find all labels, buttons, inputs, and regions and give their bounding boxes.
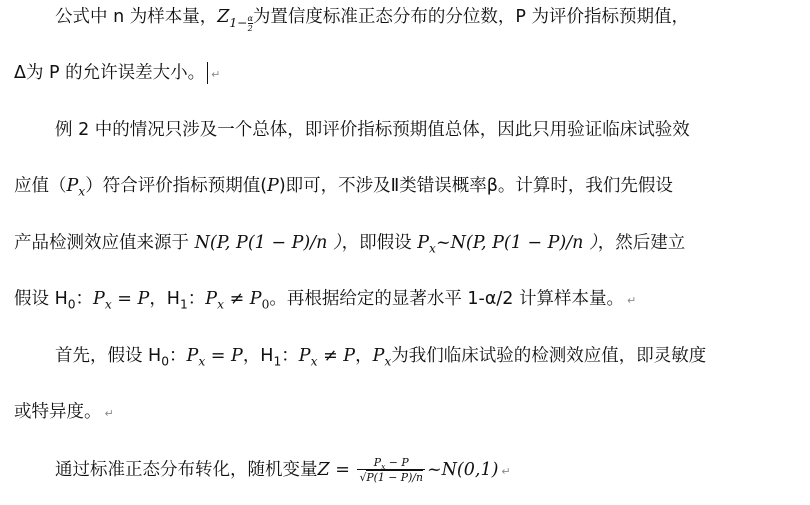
paragraph-2-line-2 (14, 171, 673, 201)
two: 2 (247, 22, 253, 33)
text-run: ： (169, 346, 187, 366)
text-run: ： (75, 289, 94, 309)
text-run: ： (187, 289, 206, 309)
text-run: 首先，假设 H (55, 346, 162, 366)
text-cursor (207, 62, 208, 84)
neq-p: ≠ P (223, 289, 262, 309)
paragraph-mark-icon: ↵ (501, 465, 511, 478)
text-run: ，H (242, 346, 274, 366)
text-run: )即可，不涉及Ⅱ类错误概率β。计算时，我们先假设 (278, 176, 673, 196)
text-run: 或特异度。 (14, 402, 102, 422)
text-run: 产品检测效应值来源于 (14, 233, 195, 253)
standardization-fraction (357, 456, 425, 484)
px-symbol (298, 346, 356, 369)
px-symbol (66, 176, 86, 199)
z-variable: Z = (317, 460, 356, 480)
text-run: 为我们临床试验的检测效应值，即灵敏度 (391, 346, 707, 366)
z-sub: 1− (229, 15, 248, 30)
x-sub: x (198, 354, 206, 369)
px-symbol (417, 233, 436, 256)
paragraph-2-line-4 (14, 284, 636, 314)
px-symbol (186, 346, 243, 369)
text-run: ）符合评价指标预期值( (85, 176, 268, 196)
eq-p: = P (111, 289, 150, 309)
paragraph-1-line-1 (55, 2, 689, 32)
paragraph-2-line-3 (14, 228, 685, 258)
x-sub: x (429, 241, 436, 256)
p-letter: P (205, 289, 218, 309)
numerator-rest: − P (385, 456, 409, 469)
p-letter: P (186, 346, 199, 366)
distribution: N(P, P(1 − P)/n ） (194, 233, 342, 253)
x-sub: x (78, 184, 86, 199)
alpha: α (247, 13, 253, 24)
p-letter: P (93, 289, 105, 309)
text-run: 例 2 中的情况只涉及一个总体，即评价指标预期值总体，因此只用验证临床试验效 (55, 120, 690, 140)
paragraph-4-line-1 (55, 452, 511, 488)
neq-p: ≠ P (317, 346, 356, 366)
text-run: Δ为 P 的允许误差大小。 (14, 63, 206, 83)
distribution: ~N(0,1) (426, 460, 499, 480)
p-letter: P (417, 233, 430, 253)
text-run: 。再根据给定的显著水平 1-α/2 计算样本量。 (269, 289, 624, 309)
distribution: ~N(P, P(1 − P)/n ） (435, 233, 598, 253)
paragraph-1-line-2 (14, 58, 220, 88)
fraction-denominator (357, 469, 425, 484)
fraction-numerator (372, 456, 411, 472)
radicand: P(1 − P)/n (366, 471, 423, 484)
paragraph-3-line-2 (14, 397, 114, 427)
text-run: 为置信度标准正态分布的分位数，P 为评价指标预期值， (252, 7, 690, 27)
x-sub: x (384, 354, 392, 369)
z-quantile: $Z_{1- \frac{\alpha}{2}}$ (217, 7, 253, 33)
h-sub: 0 (161, 354, 170, 369)
x-sub: x (104, 297, 112, 312)
p-letter: P (373, 456, 382, 469)
px-symbol (205, 289, 270, 312)
p-letter: P (66, 176, 79, 196)
paragraph-3-line-1: 首先，假设 $H_0$：$P_x = P$，$H_1$：$P_x \ne P$，$P_x$为我们临床试验的检测效应值，即灵敏度 (55, 346, 707, 369)
paragraph-mark-icon: ↵ (627, 294, 637, 307)
sqrt-icon: √ (359, 471, 367, 484)
text-run: ，即假设 (341, 233, 418, 253)
text-run: 公式中 n 为样本量， (55, 7, 218, 27)
x-sub: x (217, 297, 224, 312)
p-sub: 0 (261, 297, 270, 312)
text-run: ： (281, 346, 299, 366)
p-symbol: P (267, 176, 279, 196)
p-letter: P (298, 346, 311, 366)
h-sub: 1 (273, 354, 282, 369)
px-symbol (93, 289, 150, 312)
p-letter: P (372, 346, 385, 366)
text-run: 应值（ (14, 176, 67, 196)
text-run: 通过标准正态分布转化，随机变量 (55, 460, 318, 480)
h-sub: 1 (179, 297, 188, 312)
text-run: ，H (149, 289, 180, 309)
eq-p: = P (205, 346, 243, 366)
text-run: ，然后建立 (597, 233, 686, 253)
x-sub: x (381, 462, 386, 472)
x-sub: x (310, 354, 318, 369)
text-run: 假设 H (14, 289, 68, 309)
paragraph-mark-icon: ↵ (211, 68, 221, 81)
paragraph-2-line-1 (55, 115, 690, 145)
h-sub: 0 (67, 297, 76, 312)
paragraph-mark-icon: ↵ (104, 407, 114, 420)
px-symbol (372, 346, 392, 369)
